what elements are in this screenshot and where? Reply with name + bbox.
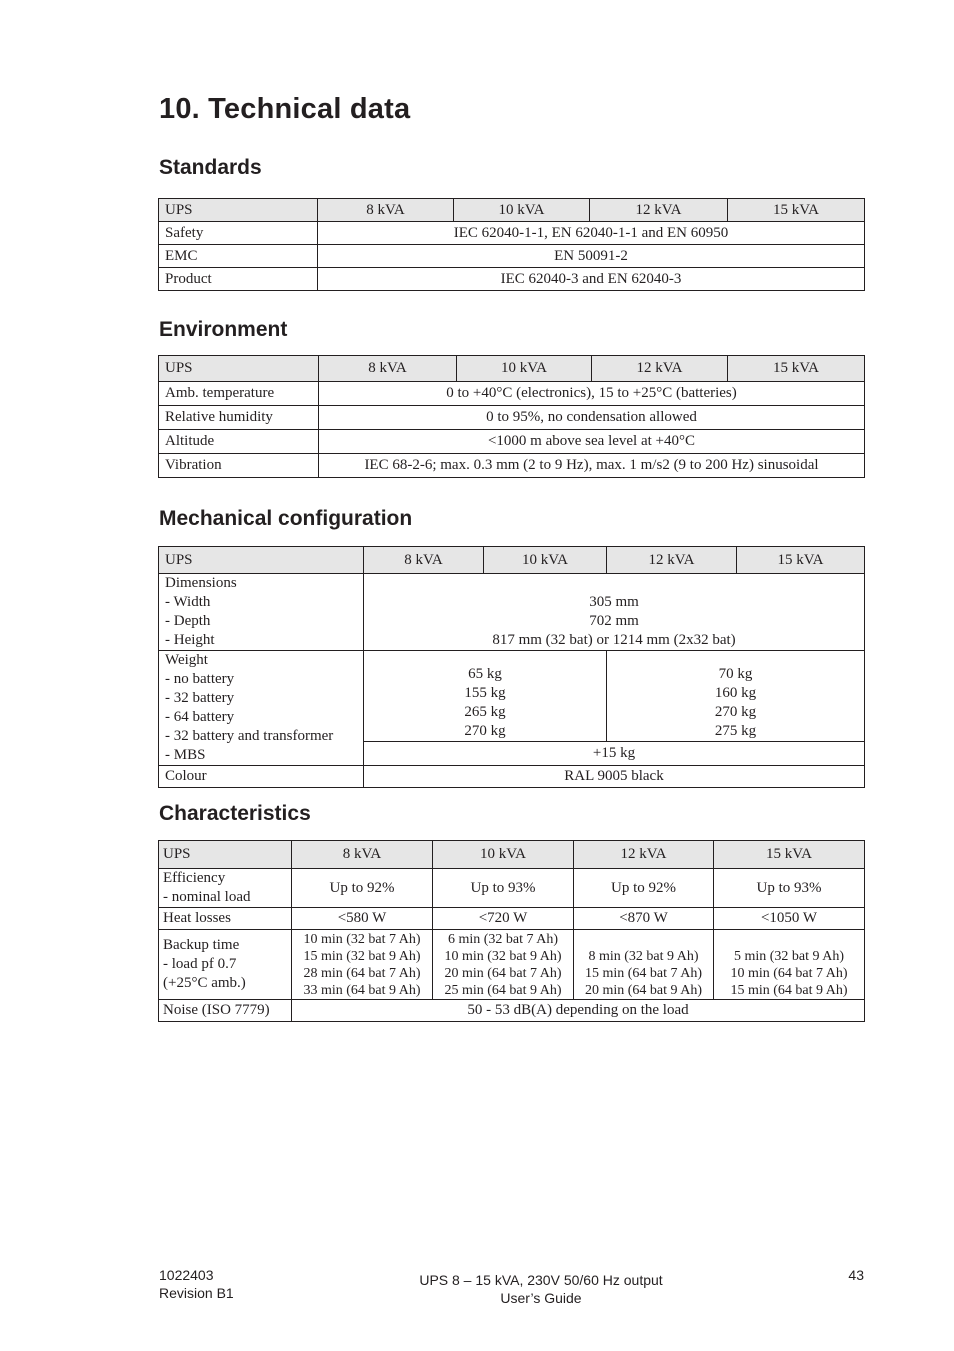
row-label: Altitude — [159, 430, 319, 454]
table-row — [159, 1000, 865, 1022]
header-cell: 10 kVA — [457, 356, 592, 382]
environment-heading: Environment — [159, 318, 288, 341]
weight-value: 65 kg — [468, 666, 502, 683]
dimensions-label-cell — [159, 574, 364, 651]
header-cell: 10 kVA — [454, 199, 590, 222]
weight-8-10-kva-cell — [364, 651, 607, 742]
height-label: - Height — [165, 632, 215, 648]
weight-sub-label: - no battery — [165, 671, 235, 687]
page-number: 43 — [848, 1267, 864, 1283]
row-label: Amb. temperature — [159, 382, 319, 406]
row-value: 0 to 95%, no condensation allowed — [319, 406, 865, 430]
backup-time-value: 15 min (64 bat 7 Ah) — [584, 966, 703, 981]
header-cell: UPS — [159, 841, 292, 869]
row-label: Relative humidity — [159, 406, 319, 430]
page-title: 10. Technical data — [159, 93, 411, 125]
efficiency-value: Up to 93% — [714, 869, 865, 908]
efficiency-label: Efficiency — [163, 870, 226, 886]
row-label: EMC — [159, 245, 318, 268]
heat-losses-value: <580 W — [292, 908, 433, 930]
backup-time-8-kva — [292, 930, 433, 1000]
backup-time-label-cell — [159, 930, 292, 1000]
backup-time-value: 10 min (32 bat 9 Ah) — [444, 948, 562, 964]
table-row — [159, 574, 865, 651]
row-value: 0 to +40°C (electronics), 15 to +25°C (batteries) — [319, 382, 865, 406]
footer-product-info — [380, 1271, 702, 1307]
table-row — [159, 454, 865, 478]
backup-time-label: Backup time — [163, 937, 240, 953]
efficiency-value: Up to 93% — [433, 869, 574, 908]
product-name: UPS 8 – 15 kVA, 230V 50/60 Hz output — [419, 1272, 663, 1288]
header-cell: 12 kVA — [590, 199, 728, 222]
noise-value: 50 - 53 dB(A) depending on the load — [292, 1000, 865, 1022]
table-row — [159, 908, 865, 930]
weight-value: 70 kg — [718, 666, 753, 683]
depth-value: 702 mm — [589, 613, 639, 629]
colour-label: Colour — [159, 766, 364, 788]
backup-time-value: 8 min (32 bat 9 Ah) — [588, 949, 699, 964]
backup-time-12-kva — [574, 930, 714, 1000]
standards-table — [158, 198, 865, 291]
table-row — [159, 651, 865, 742]
row-label: Vibration — [159, 454, 319, 478]
header-cell: 8 kVA — [364, 547, 484, 574]
row-value: IEC 68-2-6; max. 0.3 mm (2 to 9 Hz), max. 1 m/s2 (9 to 200 Hz) sinusoidal — [319, 454, 865, 478]
backup-time-sub-label: (+25°C amb.) — [163, 975, 246, 991]
header-cell: 15 kVA — [728, 199, 865, 222]
header-cell: 8 kVA — [292, 841, 433, 869]
weight-sub-label: - MBS — [165, 747, 206, 763]
row-value: IEC 62040-3 and EN 62040-3 — [318, 268, 865, 291]
backup-time-value: 15 min (32 bat 9 Ah) — [303, 948, 421, 964]
table-header-row — [159, 199, 865, 222]
header-cell: 15 kVA — [728, 356, 865, 382]
weight-value: 270 kg — [464, 723, 506, 740]
header-cell: 10 kVA — [433, 841, 574, 869]
table-row — [159, 382, 865, 406]
table-row — [159, 869, 865, 908]
backup-time-value: 15 min (64 bat 9 Ah) — [730, 983, 848, 998]
backup-time-value: 25 min (64 bat 9 Ah) — [444, 982, 562, 998]
header-cell: 12 kVA — [592, 356, 728, 382]
table-row — [159, 430, 865, 454]
weight-value: 275 kg — [714, 723, 757, 740]
characteristics-table — [158, 840, 865, 1022]
header-cell: 8 kVA — [319, 356, 457, 382]
header-cell: 15 kVA — [737, 547, 865, 574]
header-cell: 15 kVA — [714, 841, 865, 869]
heat-losses-value: <1050 W — [714, 908, 865, 930]
heat-losses-value: <720 W — [433, 908, 574, 930]
backup-time-value: 6 min (32 bat 7 Ah) — [447, 931, 559, 947]
header-cell: 8 kVA — [318, 199, 454, 222]
table-row — [159, 245, 865, 268]
row-value: IEC 62040-1-1, EN 62040-1-1 and EN 60950 — [318, 222, 865, 245]
depth-label: - Depth — [165, 613, 211, 629]
table-header-row — [159, 841, 865, 869]
dimensions-label: Dimensions — [165, 575, 237, 591]
weight-sub-label: - 32 battery — [165, 690, 235, 706]
height-value: 817 mm (32 bat) or 1214 mm (2x32 bat) — [492, 632, 736, 648]
table-row — [159, 930, 865, 1000]
efficiency-value: Up to 92% — [574, 869, 714, 908]
characteristics-heading: Characteristics — [159, 802, 311, 825]
revision: Revision B1 — [159, 1285, 234, 1301]
table-row — [159, 406, 865, 430]
row-label: Product — [159, 268, 318, 291]
efficiency-label-cell — [159, 869, 292, 908]
header-cell: 12 kVA — [574, 841, 714, 869]
efficiency-value: Up to 92% — [292, 869, 433, 908]
table-row — [159, 268, 865, 291]
backup-time-value: 10 min (64 bat 7 Ah) — [730, 966, 848, 981]
weight-label-cell — [159, 651, 364, 766]
backup-time-value: 20 min (64 bat 7 Ah) — [444, 965, 562, 981]
header-cell: 12 kVA — [607, 547, 737, 574]
table-row — [159, 222, 865, 245]
table-header-row — [159, 356, 865, 382]
header-cell: UPS — [159, 356, 319, 382]
row-value: <1000 m above sea level at +40°C — [319, 430, 865, 454]
weight-label: Weight — [165, 652, 208, 668]
mechanical-heading: Mechanical configuration — [159, 507, 413, 530]
guide-name: User’s Guide — [500, 1290, 582, 1306]
heat-losses-label: Heat losses — [159, 908, 292, 930]
weight-value: 270 kg — [714, 704, 757, 721]
table-row — [159, 766, 865, 788]
table-header-row — [159, 547, 865, 574]
weight-value: 265 kg — [464, 704, 506, 721]
backup-time-value: 20 min (64 bat 9 Ah) — [584, 983, 703, 998]
noise-label: Noise (ISO 7779) — [159, 1000, 292, 1022]
environment-table — [158, 355, 865, 478]
mechanical-table — [158, 546, 865, 788]
row-label: Safety — [159, 222, 318, 245]
width-label: - Width — [165, 594, 211, 610]
backup-time-value: 10 min (32 bat 7 Ah) — [303, 931, 421, 947]
mbs-value: +15 kg — [364, 742, 865, 766]
header-cell: UPS — [159, 547, 364, 574]
weight-value: 155 kg — [464, 685, 506, 702]
weight-value: 160 kg — [714, 685, 757, 702]
efficiency-sub-label: - nominal load — [163, 889, 251, 905]
weight-12-15-kva-cell — [607, 651, 865, 742]
weight-sub-label: - 32 battery and transformer — [165, 728, 334, 744]
dimensions-values-cell — [364, 574, 865, 651]
heat-losses-value: <870 W — [574, 908, 714, 930]
backup-time-value: 33 min (64 bat 9 Ah) — [303, 982, 421, 998]
backup-time-15-kva — [714, 930, 865, 1000]
row-value: EN 50091-2 — [318, 245, 865, 268]
colour-value: RAL 9005 black — [364, 766, 865, 788]
backup-time-value: 28 min (64 bat 7 Ah) — [303, 965, 421, 981]
backup-time-10-kva — [433, 930, 574, 1000]
backup-time-sub-label: - load pf 0.7 — [163, 956, 237, 972]
footer-doc-info — [159, 1266, 234, 1302]
doc-number: 1022403 — [159, 1267, 214, 1283]
header-cell: UPS — [159, 199, 318, 222]
weight-sub-label: - 64 battery — [165, 709, 235, 725]
backup-time-value: 5 min (32 bat 9 Ah) — [733, 949, 845, 964]
width-value: 305 mm — [589, 594, 639, 610]
standards-heading: Standards — [159, 156, 262, 179]
header-cell: 10 kVA — [484, 547, 607, 574]
